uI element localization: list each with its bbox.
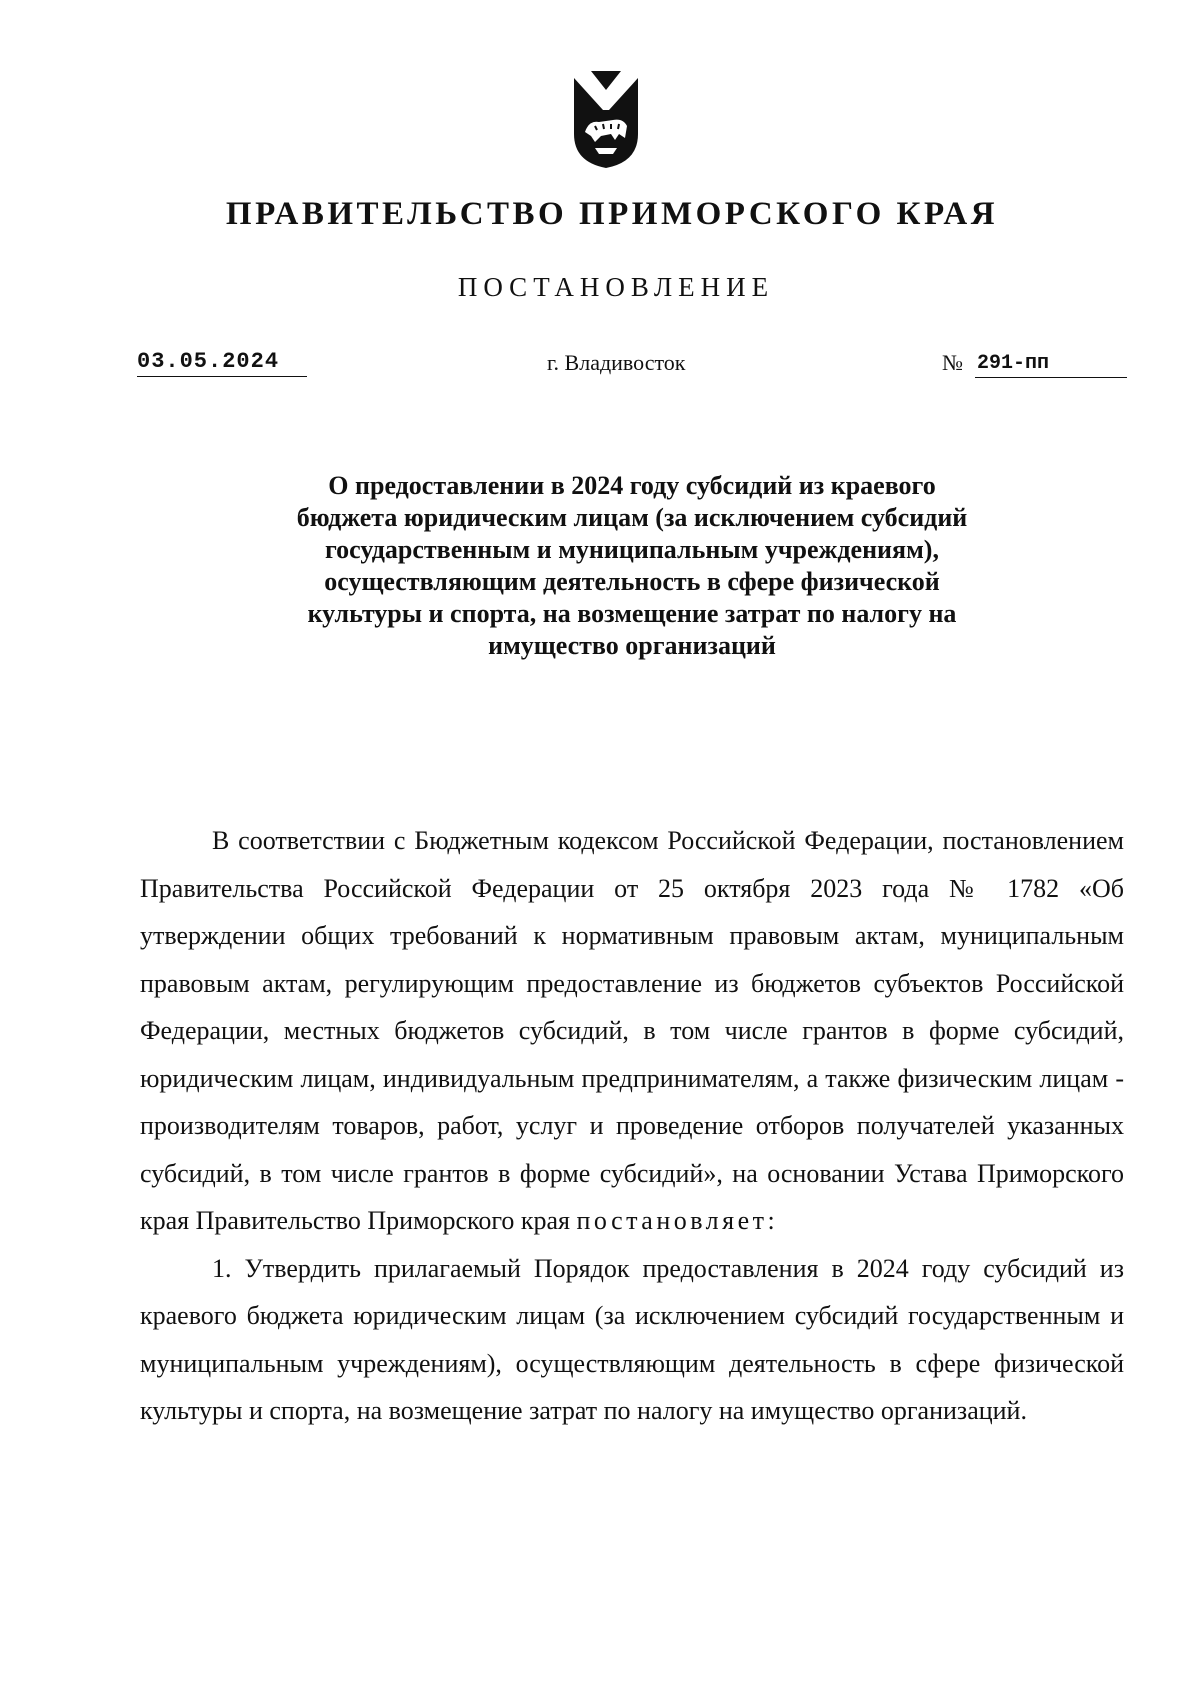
document-heading [180,470,1084,662]
document-date: 03.05.2024 [137,349,307,377]
heading-line: государственным и муниципальным учреждениям), [325,535,939,564]
document-type: ПОСТАНОВЛЕНИЕ [457,272,775,302]
heading-line: культуры и спорта, на возмещение затрат по налогу на [307,599,957,628]
coat-of-arms-emblem [571,68,641,170]
document-city: г. Владивосток [547,350,686,375]
number-sign: № [942,350,963,375]
document-body [140,817,1124,1435]
item-1-paragraph: 1. Утвердить прилагаемый Порядок предоставления в 2024 году субсидий из краевого бюджета юридическим лицам (за исключением субсидий государственным и муниципальным учреждениям), осуществляющим деятельность в сфере физической культуры и спорта, на возмещение затрат по налогу на имущество организаций. [140,1253,1124,1425]
heading-line: осуществляющим деятельность в сфере физической [324,567,940,596]
preamble-text: В соответствии с Бюджетным кодексом Российской Федерации, постановлением Правительства Российской Федерации от 25 октября 2023 года № 1782 «Об утверждении общих требований к нормативным правовым актам, муниципальным правовым актам, регулирующим предоставление из бюджетов субъектов Российской Федерации, местных бюджетов субсидий, в том числе грантов в форме субсидий, юридическим лицам, индивидуальным предпринимателям, а также физическим лицам - производителям товаров, работ, услуг и проведение отборов получателей указанных субсидий, в том числе грантов в форме субсидий», на основании Устава Приморского края Правительство Приморского края [140,826,1124,1235]
preamble-paragraph [140,817,1124,1245]
heading-line: имущество организаций [488,631,776,660]
heading-line: О предоставлении в 2024 году субсидий из краевого [328,471,936,500]
organization-title: ПРАВИТЕЛЬСТВО ПРИМОРСКОГО КРАЯ [225,196,999,232]
resolves-word: постановляет: [576,1206,779,1235]
document-number: 291-пп [975,352,1127,378]
heading-line: бюджета юридическим лицам (за исключением субсидий [296,503,968,532]
